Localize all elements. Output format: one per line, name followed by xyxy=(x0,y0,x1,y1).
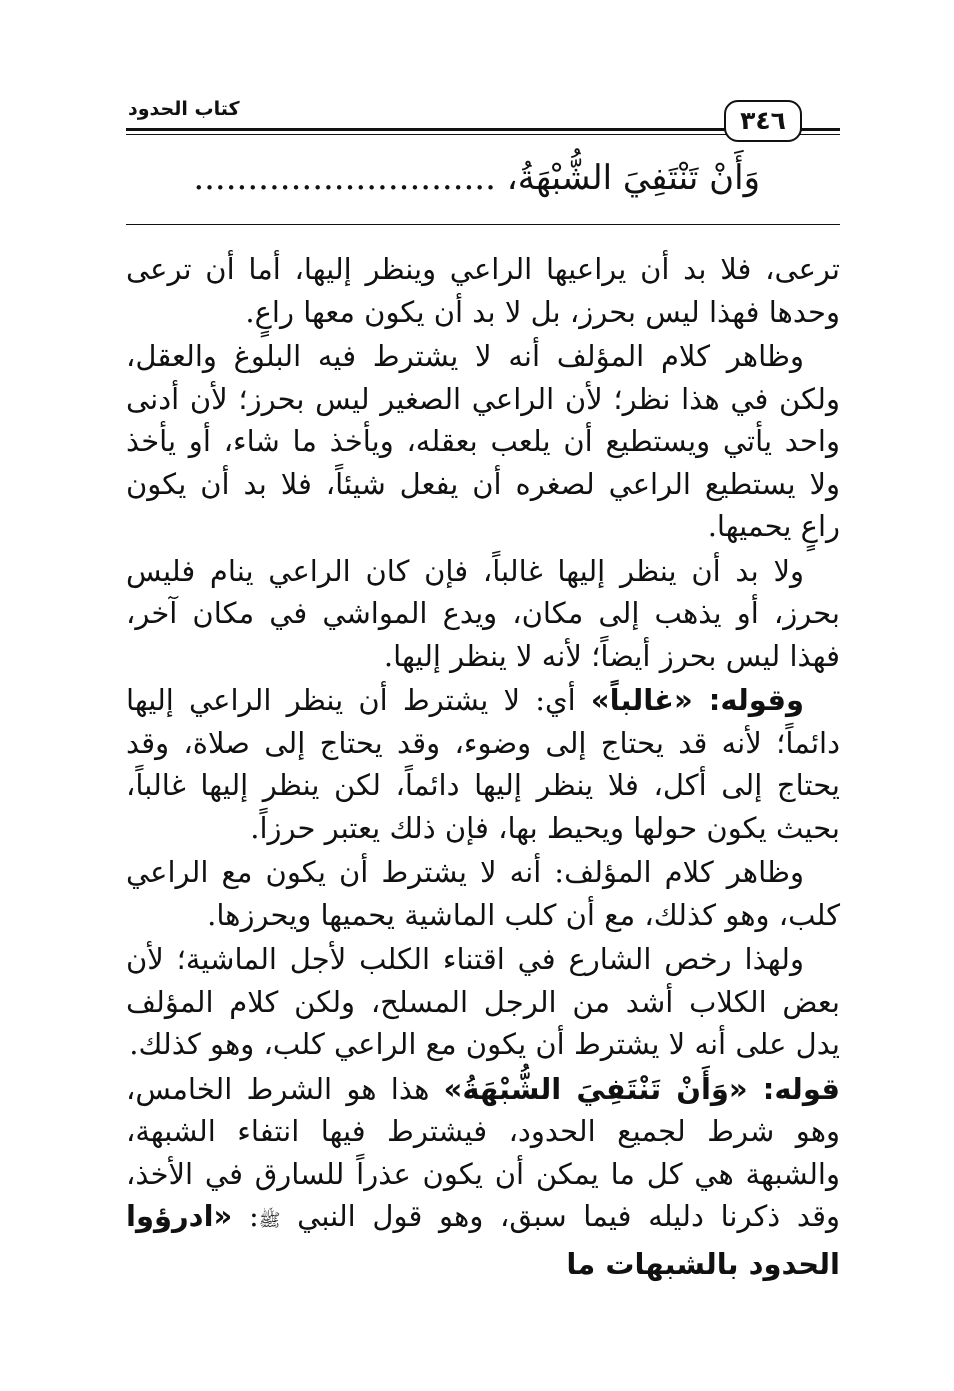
paragraph-tail: : xyxy=(232,1199,259,1233)
book-title: كتاب الحدود xyxy=(128,98,240,120)
quoted-term: «غالباً» xyxy=(590,683,693,717)
matn-excerpt xyxy=(126,158,760,198)
paragraph-lead: قوله: xyxy=(747,1071,840,1106)
salutation-glyph: ﷺ xyxy=(258,1210,281,1231)
page-number: ٣٤٦ xyxy=(724,100,802,142)
paragraph-text: ترعى، فلا بد أن يراعيها الراعي وينظر إليها، أما أن ترعى وحدها فهذا ليس بحرز، بل لا بد أن يكون معها راعٍ. xyxy=(126,252,840,329)
matn-text: وَأَنْ تَنْتَفِيَ الشُّبْهَةُ، xyxy=(506,158,760,198)
paragraph-4 xyxy=(126,679,840,849)
paragraph-text: هذا هو الشرط الخامس، وهو شرط لجميع الحدود، فيشترط فيها انتفاء الشبهة، والشبهة هي كل ما يمكن أن يكون عذراً للسارق في الأخذ، وقد ذكرنا دليله فيما سبق، وهو قول النبي xyxy=(126,1071,840,1233)
paragraph-text: ولهذا رخص الشارع في اقتناء الكلب لأجل الماشية؛ لأن بعض الكلاب أشد من الرجل المسلح، ولكن كلام المؤلف يدل على أنه لا يشترط أن يكون مع الراعي كلب، وهو كذلك. xyxy=(126,942,840,1061)
running-header xyxy=(126,96,840,146)
paragraph-3 xyxy=(126,550,840,678)
quoted-matn: «وَأَنْ تَنْتَفِيَ الشُّبْهَةُ» xyxy=(443,1071,748,1106)
paragraph-1 xyxy=(126,248,840,333)
paragraph-2 xyxy=(126,335,840,548)
matn-separator xyxy=(126,224,840,225)
paragraph-text: وظاهر كلام المؤلف: أنه لا يشترط أن يكون مع الراعي كلب، وهو كذلك، مع أن كلب الماشية يحميها ويحرزها. xyxy=(126,855,840,932)
paragraph-lead: وقوله: xyxy=(692,683,804,717)
commentary-body xyxy=(126,248,840,1287)
paragraph-text: ولا بد أن ينظر إليها غالباً، فإن كان الراعي ينام فليس بحرز، أو يذهب إلى مكان، ويدع المواشي في مكان آخر، فهذا ليس بحرز أيضاً؛ لأنه لا ينظر إليها. xyxy=(126,553,840,673)
paragraph-5 xyxy=(126,851,840,936)
hadith-quote: «ادرؤوا الحدود بالشبهات ما xyxy=(126,1199,840,1281)
paragraph-7 xyxy=(126,1068,840,1286)
paragraph-text: أي: لا يشترط أن ينظر الراعي إليها دائماً؛ لأنه قد يحتاج إلى وضوء، وقد يحتاج إلى صلاة، وقد يحتاج إلى أكل، فلا ينظر إليها دائماً، لكن ينظر إليها غالباً، بحيث يكون حولها ويحيط بها، فإن ذلك يعتبر حرزاً. xyxy=(126,683,840,845)
matn-dots: ............................ xyxy=(193,158,496,198)
paragraph-text: وظاهر كلام المؤلف أنه لا يشترط فيه البلوغ والعقل، ولكن في هذا نظر؛ لأن الراعي الصغير ليس بحرز؛ لأن أدنى واحد يأتي ويستطيع أن يلعب بعقله، ويأخذ ما شاء، أو يأخذ ولا يستطيع الراعي لصغره أن يفعل شيئاً، فلا بد أن يكون راعٍ يحميها. xyxy=(126,339,840,543)
paragraph-6 xyxy=(126,938,840,1066)
